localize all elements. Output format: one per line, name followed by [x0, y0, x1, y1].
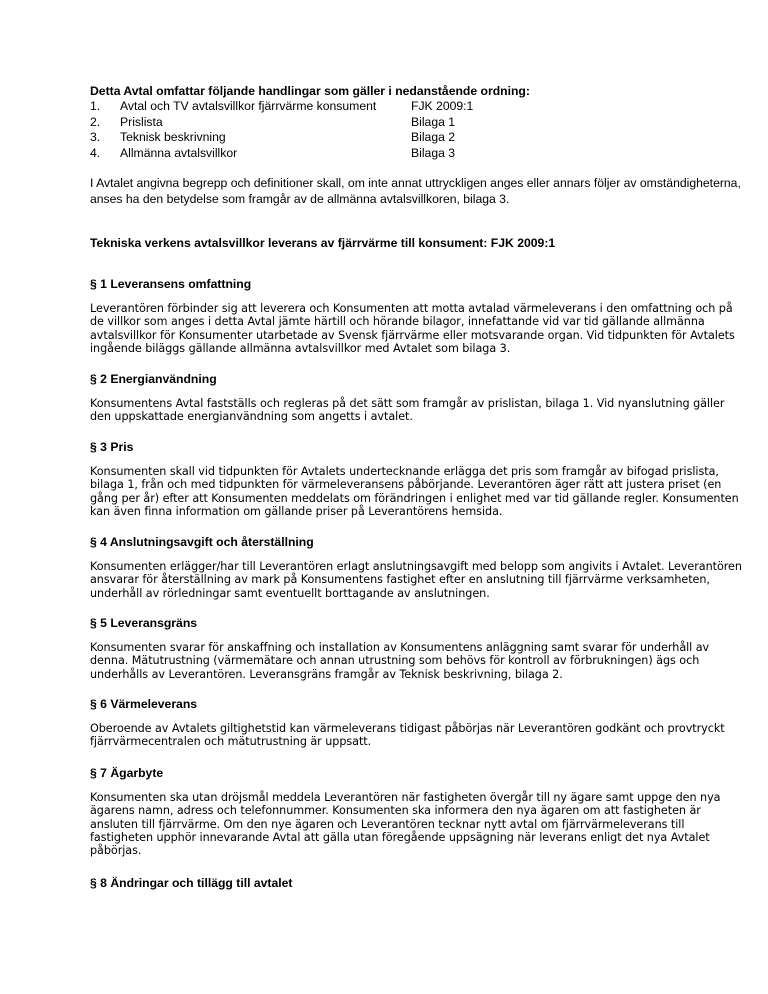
- section-heading: § 7 Ägarbyte: [90, 766, 164, 780]
- list-item: [90, 99, 745, 115]
- list-item-number: 3.: [90, 130, 101, 144]
- list-item: [90, 146, 745, 162]
- list-item-name: Teknisk beskrivning: [120, 130, 226, 144]
- section-body: Oberoende av Avtalets giltighetstid kan värmeleverans tidigast påbörjas när Leverantören godkänt och provtryckt fjärrvärmecentralen och mätutrustning är uppsatt.: [90, 722, 725, 749]
- intro-block: [90, 84, 745, 251]
- section-3: [90, 440, 746, 518]
- list-item-reference: FJK 2009:1: [411, 99, 474, 113]
- intro-heading: Detta Avtal omfattar följande handlingar som gäller i nedanstående ordning:: [90, 84, 530, 98]
- list-item: [90, 115, 745, 131]
- section-heading: § 6 Värmeleverans: [90, 697, 198, 711]
- section-6: [90, 697, 746, 749]
- section-body: Konsumenten svarar för anskaffning och installation av Konsumentens anläggning samt svarar för underhåll av denna. Mätutrustning (värmemätare och annan utrustning som behövs för kontroll av förbrukningen) ägs och underhålls av Leverantören. Leveransgräns framgår av Teknisk beskrivning, bilaga 2.: [90, 641, 710, 681]
- section-8: [90, 876, 746, 891]
- section-heading: § 4 Anslutningsavgift och återställning: [90, 535, 314, 549]
- intro-paragraph: I Avtalet angivna begrepp och definitioner skall, om inte annat uttryckligen anges eller annars följer av omständigheterna, anses ha den betydelse som framgår av de allmänna avtalsvillkoren, bilaga 3.: [90, 176, 741, 206]
- section-body: Konsumentens Avtal fastställs och regleras på det sätt som framgår av prislistan, bilaga 1. Vid nyanslutning gäller den uppskattade energianvändning som angetts i avtalet.: [90, 397, 725, 424]
- section-heading: § 2 Energianvändning: [90, 372, 217, 386]
- document-list: [90, 99, 745, 161]
- section-body: Konsumenten ska utan dröjsmål meddela Leverantören när fastigheten övergår till ny ägare samt uppge den nya ägarens namn, adress och telefonnummer. Konsumenten ska informera den nya ägaren om att fastigheten är ansluten till fjärrvärme. Om den nye ägaren och Leverantören tecknar nytt avtal om fjärrvärmeleverans till fastigheten upphör innevarande Avtal att gälla utan föregående uppsägning när leverans enligt det nya Avtalet påbörjas.: [90, 791, 721, 858]
- section-body: Konsumenten skall vid tidpunkten för Avtalets undertecknande erlägga det pris som framgår av bifogad prislista, bilaga 1, från och med tidpunkten för värmeleveransens påbörjande. Leverantören äger rätt att justera priset (en gång per år) efter att Konsumenten meddelats om förändringen i enlighet med var tid gällande regler. Konsumenten kan även finna information om gällande priser på Leverantörens hemsida.: [90, 465, 739, 518]
- document-title: Tekniska verkens avtalsvillkor leverans av fjärrvärme till konsument: FJK 2009:1: [90, 236, 556, 250]
- section-body: Konsumenten erlägger/har till Leverantören erlagt anslutningsavgift med belopp som angivits i Avtalet. Leverantören ansvarar för återställning av mark på Konsumentens fastighet efter en anslutning till fjärrvärme verksamheten, underhåll av rörledningar samt eventuellt borttagande av anslutningen.: [90, 560, 742, 600]
- section-body: Leverantören förbinder sig att leverera och Konsumenten att motta avtalad värmeleverans i den omfattning och på de villkor som anges i detta Avtal jämte härtill och hörande bilagor, innefattande vid var tid gällande allmänna avtalsvillkor för Konsumenter utarbetade av Svensk fjärrvärme eller motsvarande organ. Vid tidpunkten för Avtalets ingående biläggs gällande allmänna avtalsvillkor med Avtalet som bilaga 3.: [90, 302, 735, 355]
- list-item: [90, 130, 745, 146]
- list-item-number: 2.: [90, 114, 101, 129]
- section-1: [90, 277, 746, 355]
- list-item-name: Prislista: [120, 114, 163, 129]
- list-item-name: Avtal och TV avtalsvillkor fjärrvärme konsument: [120, 99, 377, 113]
- list-item-number: 4.: [90, 145, 101, 160]
- section-heading: § 8 Ändringar och tillägg till avtalet: [90, 876, 293, 890]
- list-item-reference: Bilaga 1: [411, 114, 456, 129]
- section-2: [90, 372, 746, 424]
- section-heading: § 1 Leveransens omfattning: [90, 277, 252, 291]
- list-item-reference: Bilaga 2: [411, 130, 456, 144]
- section-heading: § 5 Leveransgräns: [90, 616, 198, 630]
- section-7: [90, 766, 746, 857]
- list-item-name: Allmänna avtalsvillkor: [120, 145, 238, 160]
- list-item-number: 1.: [90, 99, 101, 113]
- section-heading: § 3 Pris: [90, 440, 134, 454]
- section-5: [90, 616, 746, 681]
- section-4: [90, 535, 746, 600]
- list-item-reference: Bilaga 3: [411, 145, 456, 160]
